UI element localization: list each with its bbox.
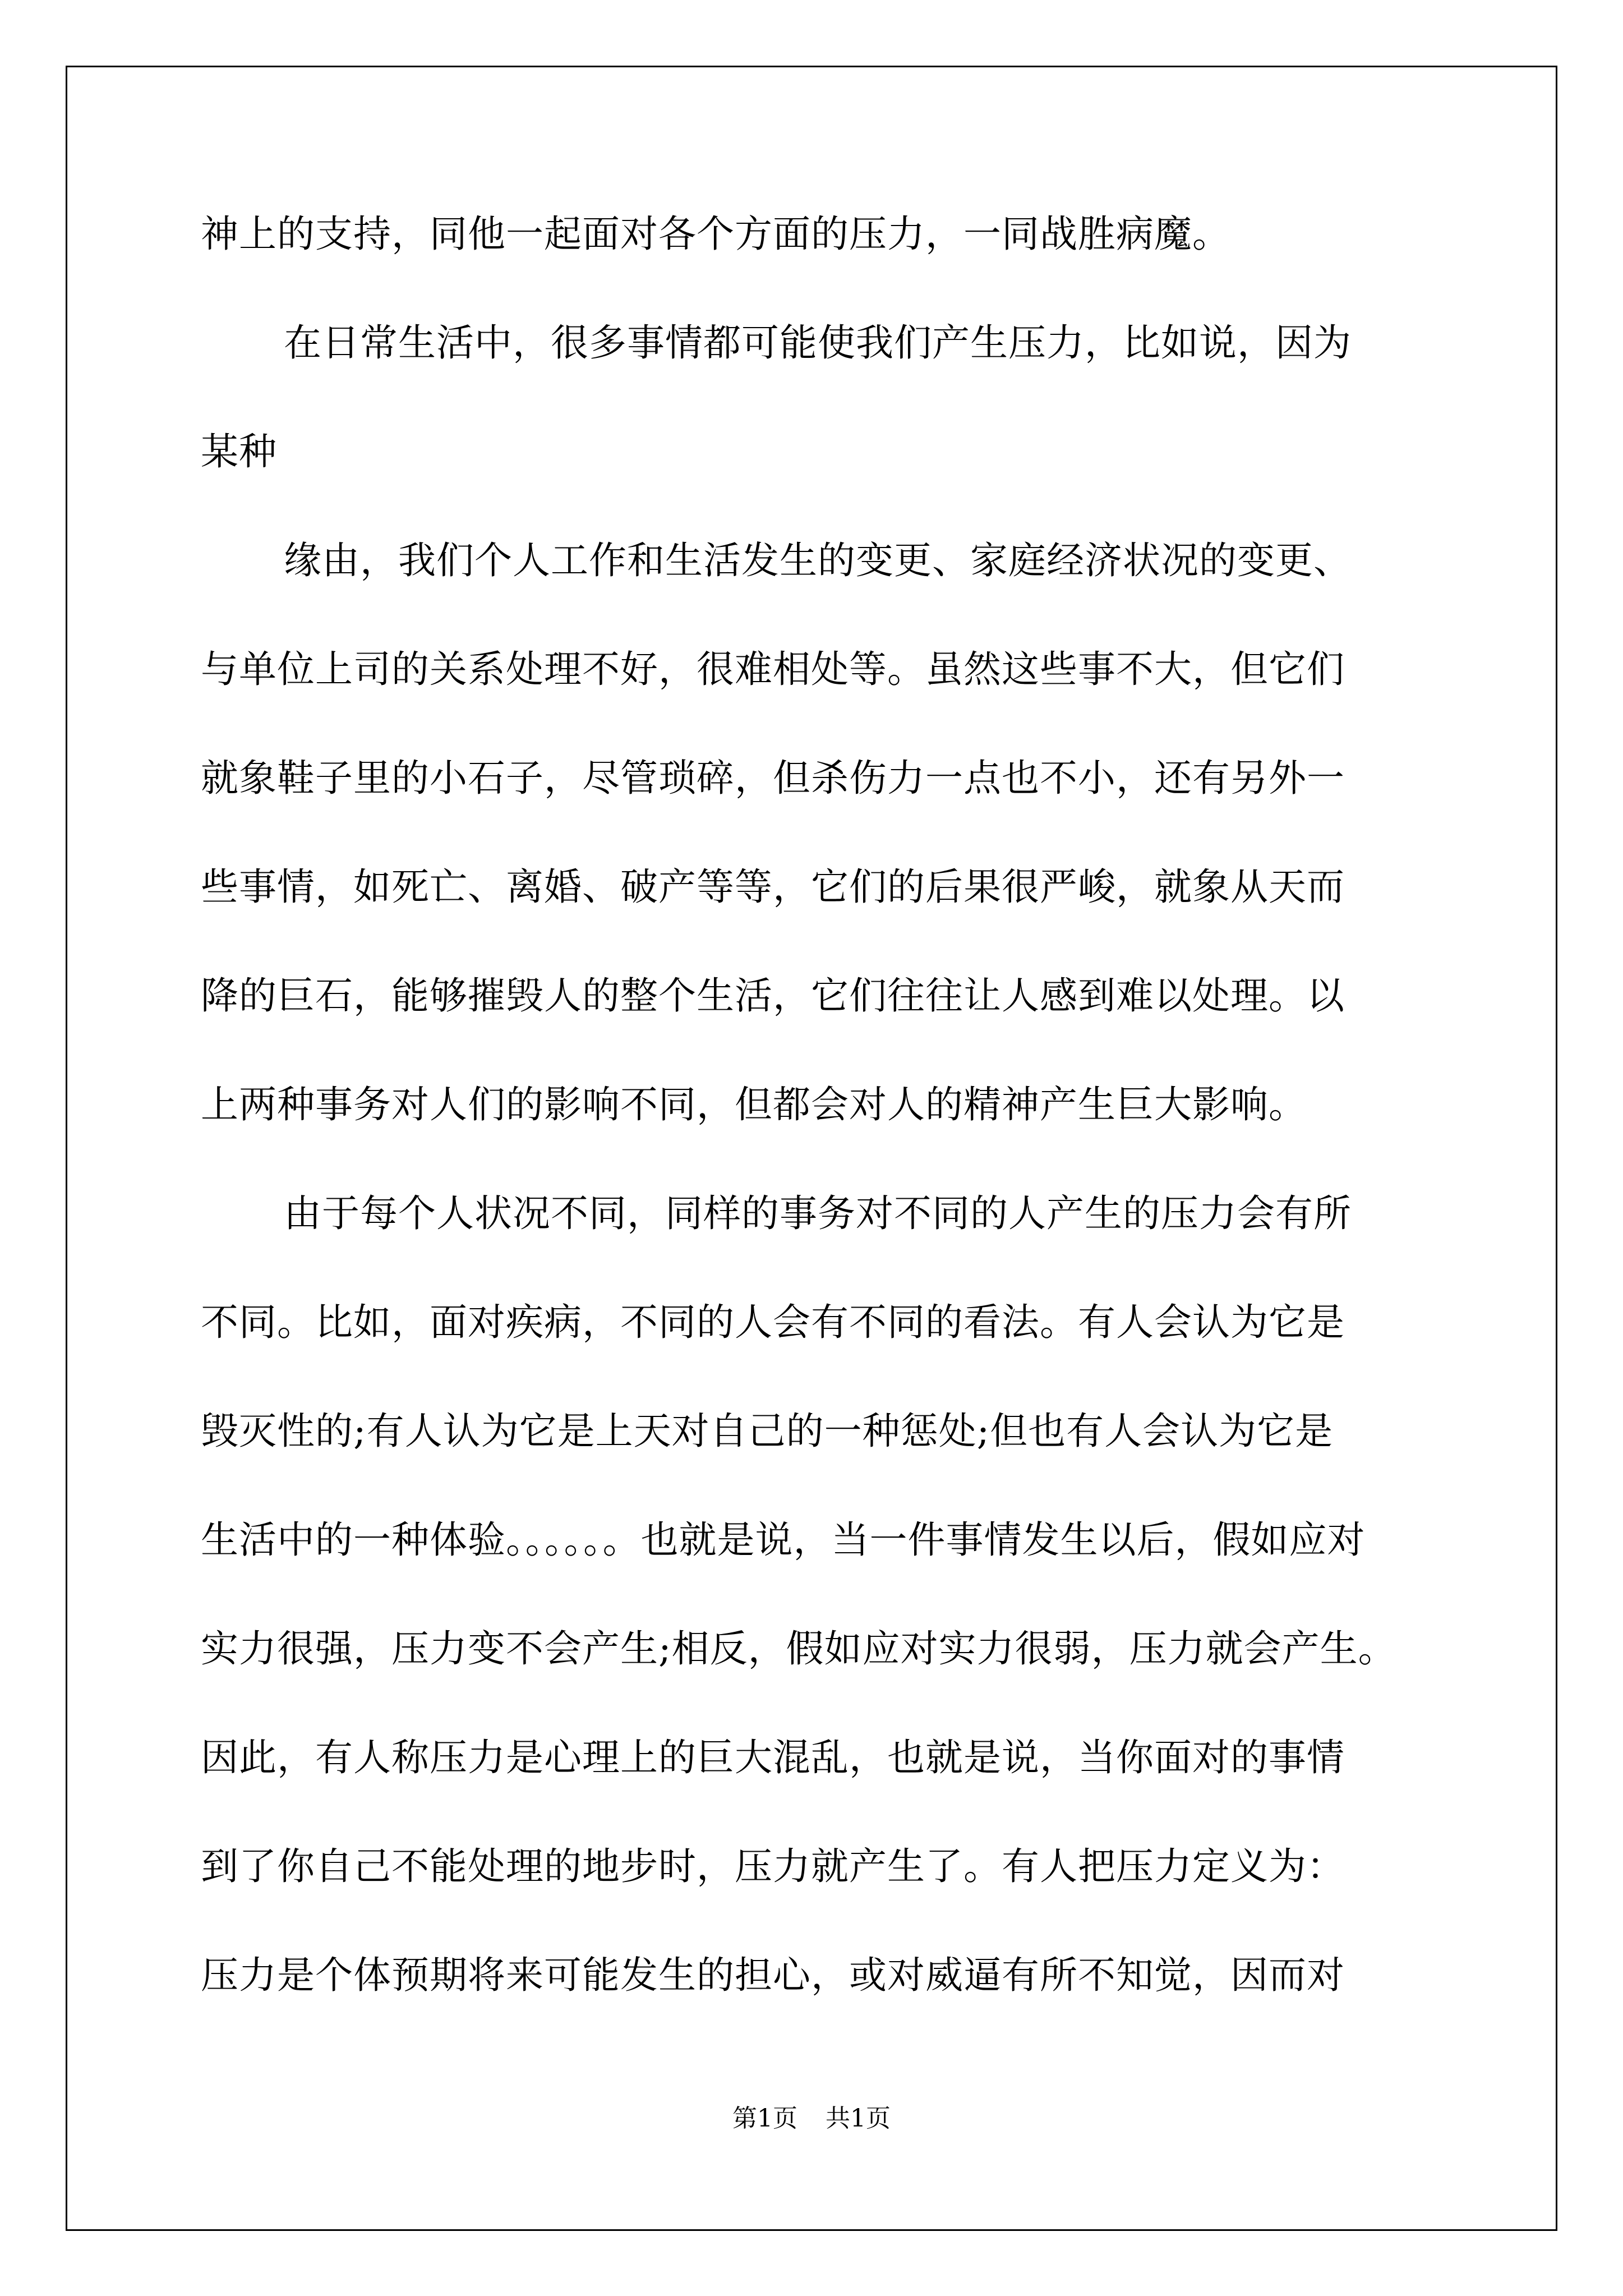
text-line: 与单位上司的关系处理不好，很难相处等。虽然这些事不大，但它们 xyxy=(201,647,1345,691)
paragraph-2 xyxy=(201,288,1430,506)
paragraph-1 xyxy=(201,180,1430,288)
text-line: 神上的支持，同他一起面对各个方面的压力，一同战胜病魔。 xyxy=(201,212,1230,256)
page-number: 第1页 xyxy=(732,2104,797,2133)
paragraph-4 xyxy=(201,1159,1430,2030)
text-line: 压力是个体预期将来可能发生的担心，或对威逼有所不知觉，因而对 xyxy=(201,1953,1345,1997)
text-line: 到了你自己不能处理的地步时，压力就产生了。有人把压力定义为： xyxy=(201,1844,1345,1888)
page-footer xyxy=(0,2098,1623,2134)
text-line: 缘由，我们个人工作和生活发生的变更、家庭经济状况的变更、 xyxy=(284,539,1352,582)
text-line: 因此，有人称压力是心理上的巨大混乱，也就是说，当你面对的事情 xyxy=(201,1736,1345,1779)
text-line: 某种 xyxy=(201,430,277,473)
page-total: 共1页 xyxy=(826,2104,891,2133)
text-line: 上两种事务对人们的影响不同，但都会对人的精神产生巨大影响。 xyxy=(201,1083,1307,1126)
text-line: 生活中的一种体验。。。。。。也就是说，当一件事情发生以后，假如应对 xyxy=(201,1518,1366,1562)
text-line: 不同。比如，面对疾病，不同的人会有不同的看法。有人会认为它是 xyxy=(201,1300,1345,1344)
text-line: 就象鞋子里的小石子，尽管琐碎，但杀伤力一点也不小，还有另外一 xyxy=(201,756,1345,800)
paragraph-3 xyxy=(201,506,1430,1159)
text-line: 些事情，如死亡、离婚、破产等等，它们的后果很严峻，就象从天而 xyxy=(201,865,1345,909)
text-line: 毁灭性的;有人认为它是上天对自己的一种惩处;但也有人会认为它是 xyxy=(201,1409,1334,1453)
text-line: 实力很强，压力变不会产生;相反，假如应对实力很弱，压力就会产生。 xyxy=(201,1627,1396,1671)
text-line: 由于每个人状况不同，同样的事务对不同的人产生的压力会有所 xyxy=(284,1191,1352,1235)
text-line: 降的巨石，能够摧毁人的整个生活，它们往往让人感到难以处理。以 xyxy=(201,974,1345,1018)
text-line: 在日常生活中，很多事情都可能使我们产生压力，比如说，因为 xyxy=(284,321,1352,365)
document-body xyxy=(201,180,1430,2030)
